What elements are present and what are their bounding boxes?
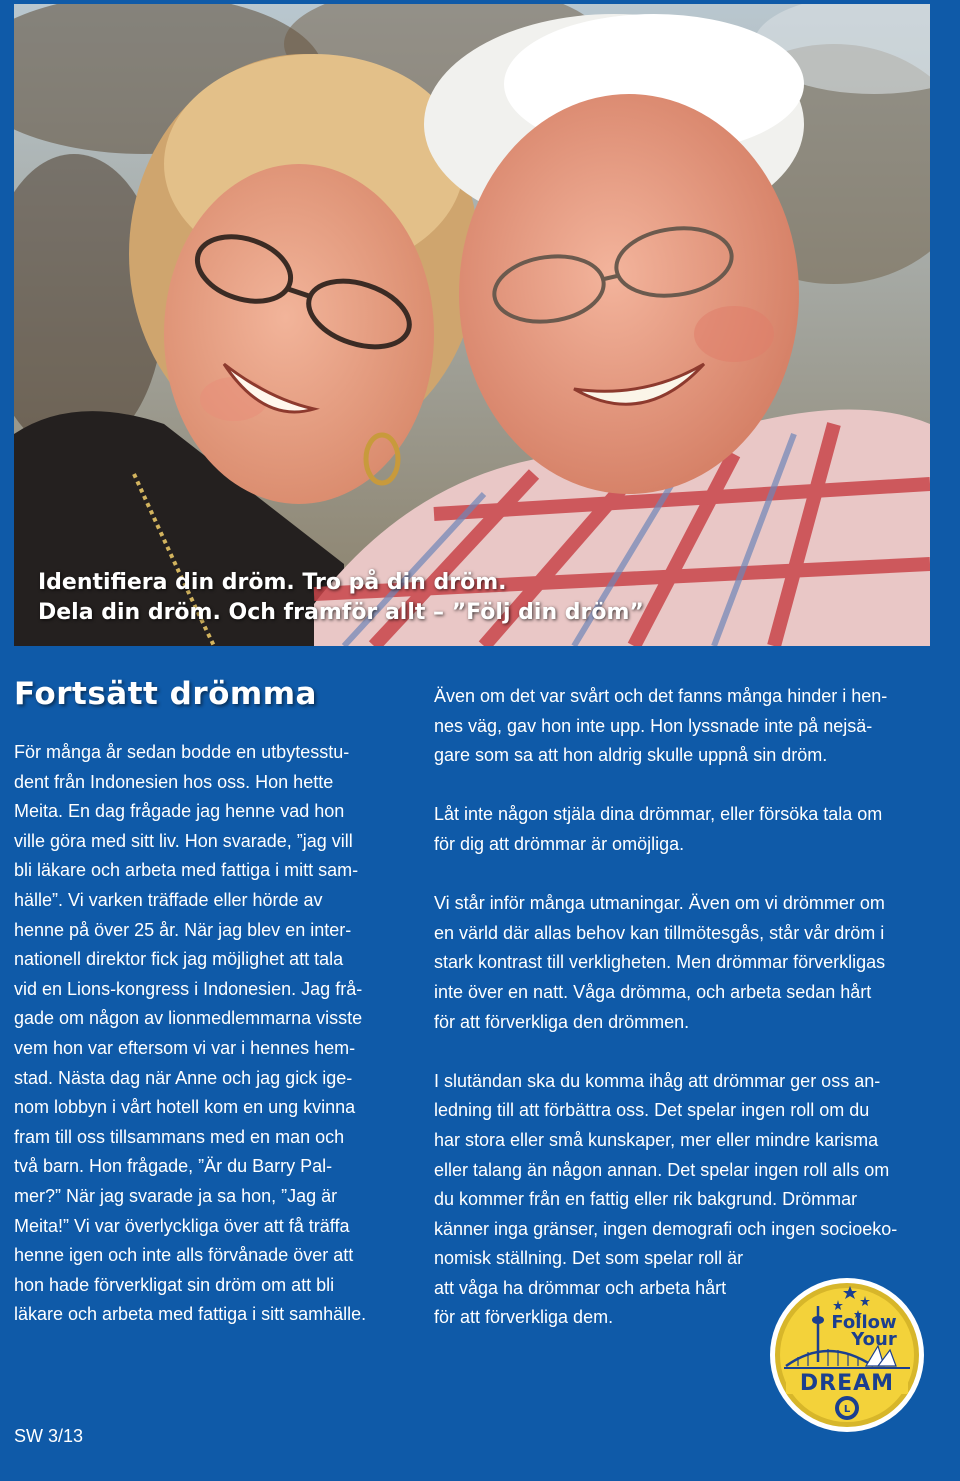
body-line: mer?” När jag svarade ja sa hon, ”Jag är <box>14 1185 338 1206</box>
page-footer: SW 3/13 <box>14 1426 84 1446</box>
body-line: fram till oss tillsammans med en man och <box>14 1126 345 1147</box>
paragraph-3 <box>434 889 934 1037</box>
body-line: Vi står inför många utmaningar. Även om vi drömmer om <box>434 893 885 914</box>
body-line: vid en Lions-kongress i Indonesien. Jag frå- <box>14 978 363 999</box>
body-line: gare som sa att hon aldrig skulle uppnå sin dröm. <box>434 745 828 766</box>
paragraph-1 <box>434 682 934 771</box>
body-line: har stora eller små kunskaper, mer eller mindre karisma <box>434 1129 879 1150</box>
body-line: Meita. En dag frågade jag henne vad hon <box>14 801 345 822</box>
body-line: Meita!” Vi var överlyckliga över att få träffa <box>14 1215 350 1236</box>
body-line: henne på över 25 år. När jag blev en inter- <box>14 919 352 940</box>
body-line: stark kontrast till verkligheten. Men drömmar förverkligas <box>434 952 886 973</box>
body-line: nom lobbyn i vårt hotell kom en ung kvinna <box>14 1097 356 1118</box>
body-line: läkare och arbeta med fattiga i sitt samhälle. <box>14 1304 367 1325</box>
body-line: gade om någon av lionmedlemmarna visste <box>14 1008 363 1029</box>
body-line: känner inga gränser, ingen demografi och ingen socioeko- <box>434 1218 898 1239</box>
badge-graphic <box>768 1276 926 1434</box>
body-line: två barn. Hon frågade, ”Är du Barry Pal- <box>14 1156 333 1177</box>
cover-photo <box>14 4 930 646</box>
body-line: du kommer från en fattig eller rik bakgrund. Drömmar <box>434 1189 858 1210</box>
body-line: nomisk ställning. Det som spelar roll är <box>434 1248 744 1269</box>
body-line: stad. Nästa dag när Anne och jag gick ige- <box>14 1067 353 1088</box>
body-line: ledning till att förbättra oss. Det spelar ingen roll om du <box>434 1100 870 1121</box>
body-line: en värld där allas behov kan tillmötesgås, står vår dröm i <box>434 922 885 943</box>
body-line: henne igen och inte alls förvånade över att <box>14 1245 354 1266</box>
body-line: för dig att drömmar är omöjliga. <box>434 833 685 854</box>
body-line: hon hade förverkligat sin dröm om att bli <box>14 1274 335 1295</box>
couple-photo-illustration <box>14 4 930 646</box>
body-line: bli läkare och arbeta med fattiga i mitt sam- <box>14 860 359 881</box>
body-line: hälle”. Vi varken träffade eller hörde av <box>14 889 323 910</box>
body-line: I slutändan ska du komma ihåg att drömmar ger oss an- <box>434 1070 881 1091</box>
right-column <box>434 682 934 1333</box>
body-line: vem hon var eftersom vi var i hennes hem- <box>14 1037 356 1058</box>
badge-text-follow: Follow <box>831 1312 897 1333</box>
body-line: nes väg, gav hon inte upp. Hon lyssnade inte på nejsä- <box>434 715 873 736</box>
body-line: För många år sedan bodde en utbytesstu- <box>14 742 350 762</box>
badge-text-dream: DREAM <box>799 1371 895 1396</box>
body-line: Låt inte någon stjäla dina drömmar, eller försöka tala om <box>434 804 883 825</box>
body-line: för att förverkliga den drömmen. <box>434 1011 690 1032</box>
follow-your-dream-badge <box>768 1276 926 1434</box>
body-line: ville göra med sitt liv. Hon svarade, ”jag vill <box>14 830 353 851</box>
left-column <box>14 738 396 1330</box>
svg-text:L: L <box>843 1404 851 1415</box>
tagline-line-2: Dela din dröm. Och framför allt – ”Följ din dröm” <box>38 600 644 625</box>
lions-emblem-icon <box>835 1396 859 1420</box>
photo-tagline <box>38 568 898 628</box>
article-heading: Fortsätt drömma <box>14 676 317 712</box>
paragraph-2 <box>434 800 934 859</box>
body-line: nationell direktor fick jag möjlighet att tala <box>14 949 344 970</box>
body-line: eller talang än någon annan. Det spelar ingen roll alls om <box>434 1159 890 1180</box>
tagline-line-1: Identifiera din dröm. Tro på din dröm. <box>38 570 507 595</box>
body-line: Även om det var svårt och det fanns många hinder i hen- <box>434 686 888 706</box>
badge-text-your: Your <box>851 1329 897 1350</box>
body-line: inte över en natt. Våga drömma, och arbeta sedan hårt <box>434 981 872 1002</box>
body-line: för att förverkliga dem. <box>434 1307 614 1328</box>
body-line: att våga ha drömmar och arbeta hårt <box>434 1277 727 1298</box>
body-line: dent från Indonesien hos oss. Hon hette <box>14 771 334 792</box>
